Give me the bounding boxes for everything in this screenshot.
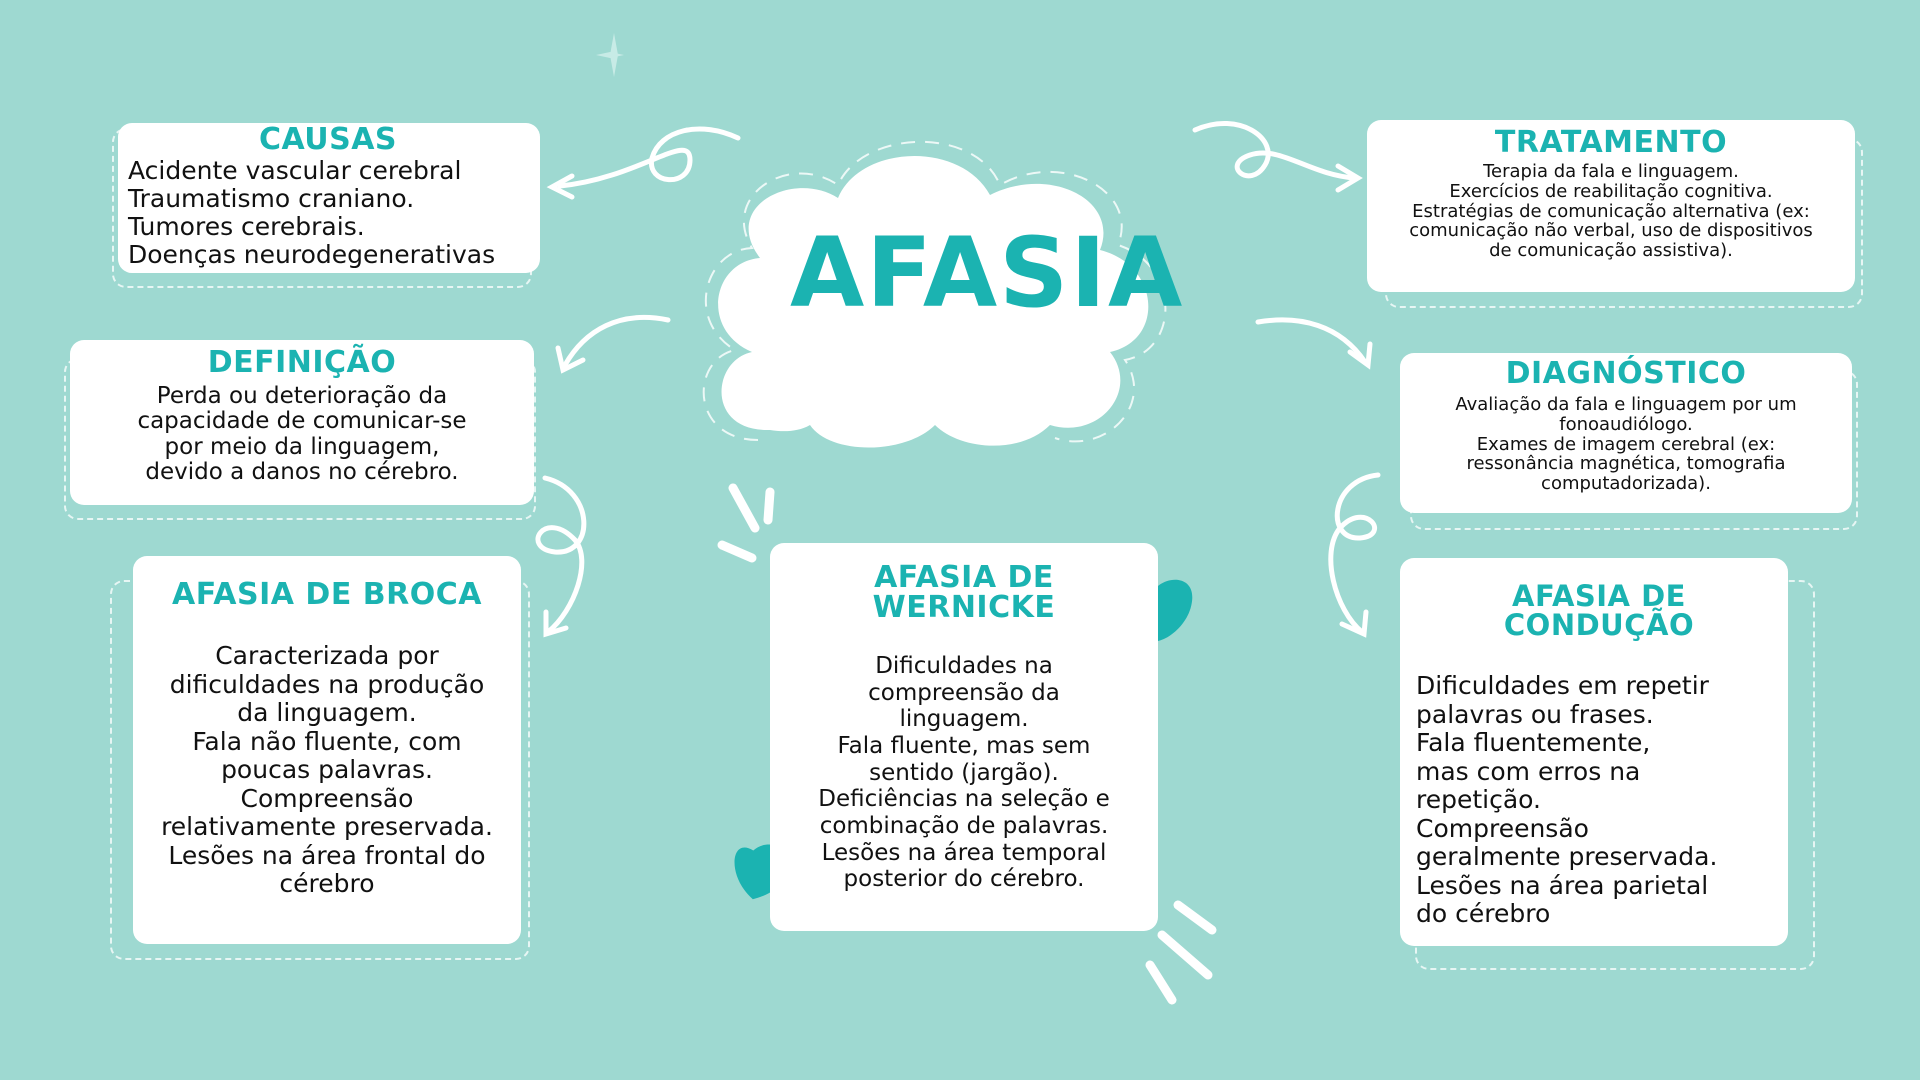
text-line: combinação de palavras. — [819, 813, 1109, 840]
conducao-text — [1416, 672, 1782, 929]
text-line: repetição. — [1416, 785, 1541, 814]
arrow-to-broca — [538, 478, 584, 634]
text-line: relativamente preservada. — [161, 812, 493, 841]
conducao-card — [1400, 558, 1788, 946]
definicao-title: DEFINIÇÃO — [207, 345, 397, 380]
text-line: devido a danos no cérebro. — [145, 458, 459, 485]
wernicke-text — [818, 653, 1109, 893]
arrow-to-conducao — [1331, 475, 1378, 634]
text-line: geralmente preservada. — [1416, 842, 1718, 871]
text-line: Deficiências na seleção e — [818, 786, 1110, 813]
text-line: sentido (jargão). — [869, 759, 1059, 786]
text-line: por meio da linguagem, — [164, 433, 440, 460]
text-line: palavras ou frases. — [1416, 699, 1654, 729]
spark-lines-left — [722, 488, 770, 558]
text-line: cérebro — [279, 869, 375, 898]
text-line: posterior do cérebro. — [843, 866, 1085, 893]
text-line: fonoaudiólogo. — [1559, 413, 1693, 435]
broca-text — [161, 642, 493, 899]
text-line: Dificuldades na — [875, 653, 1053, 679]
diagnostico-title: DIAGNÓSTICO — [1505, 356, 1747, 391]
text-line: Lesões na área temporal — [821, 839, 1107, 866]
page-title: AFASIA — [790, 217, 1185, 329]
text-line: linguagem. — [899, 706, 1029, 733]
text-line: Terapia da fala e linguagem. — [1483, 161, 1739, 182]
text-line: Lesões na área parietal — [1416, 870, 1709, 900]
title-line: AFASIA DE — [874, 560, 1054, 595]
tratamento-card — [1367, 120, 1855, 292]
text-line: Compreensão — [240, 783, 414, 813]
text-line: Fala fluente, mas sem — [837, 733, 1091, 760]
text-line: dificuldades na produção — [169, 669, 485, 699]
text-line: Fala fluentemente, — [1416, 728, 1651, 757]
text-line: capacidade de comunicar-se — [137, 408, 467, 435]
arrow-to-definicao — [558, 317, 668, 370]
arrow-to-tratamento — [1195, 123, 1358, 190]
spark-lines-right — [1150, 905, 1212, 1000]
broca-title: AFASIA DE BROCA — [172, 577, 482, 612]
list-item: Doenças neurodegenerativas — [128, 240, 496, 269]
diagnostico-text — [1455, 395, 1796, 494]
text-line: da linguagem. — [237, 698, 417, 727]
causas-title: CAUSAS — [258, 122, 398, 157]
arrow-to-diagnostico — [1258, 320, 1370, 365]
text-line: poucas palavras. — [221, 755, 433, 784]
text-line: compreensão da — [868, 679, 1060, 706]
text-line: Estratégias de comunicação alternativa (ex: — [1412, 200, 1810, 222]
text-line: Dificuldades em repetir — [1416, 671, 1709, 700]
text-line: do cérebro — [1416, 899, 1551, 928]
conducao-title: AFASIA DE CONDUÇÃO — [1503, 579, 1695, 642]
text-line: Compreensão — [1416, 813, 1589, 843]
text-line: Lesões na área frontal do — [168, 840, 486, 870]
wernicke-card — [770, 543, 1158, 931]
causas-card — [118, 123, 540, 273]
text-line: computadorizada). — [1541, 473, 1711, 495]
title-line: WERNICKE — [872, 590, 1056, 625]
text-line: Exames de imagem cerebral (ex: — [1476, 433, 1776, 455]
text-line: Fala não fluente, com — [192, 726, 462, 756]
tratamento-text — [1409, 162, 1813, 261]
text-line: comunicação não verbal, uso de dispositivos — [1409, 220, 1813, 242]
arrow-to-causas — [552, 129, 738, 197]
list-item: Tumores cerebrais. — [128, 212, 365, 241]
text-line: de comunicação assistiva). — [1489, 240, 1733, 262]
text-line: ressonância magnética, tomografia — [1466, 453, 1786, 475]
list-item: Acidente vascular cerebral — [128, 156, 462, 185]
broca-card — [133, 556, 521, 944]
diagnostico-card — [1400, 353, 1852, 513]
text-line: Avaliação da fala e linguagem por um — [1455, 394, 1797, 415]
definicao-text — [137, 384, 466, 485]
text-line: Caracterizada por — [215, 641, 439, 670]
definicao-card — [70, 340, 534, 505]
causas-list — [128, 157, 528, 269]
tratamento-title: TRATAMENTO — [1494, 125, 1728, 160]
text-line: Exercícios de reabilitação cognitiva. — [1449, 180, 1773, 202]
text-line: mas com erros na — [1416, 756, 1641, 786]
text-line: Perda ou deterioração da — [156, 383, 448, 409]
list-item: Traumatismo craniano. — [128, 184, 415, 213]
wernicke-title — [872, 560, 1056, 625]
sparkle-icon — [596, 33, 624, 77]
